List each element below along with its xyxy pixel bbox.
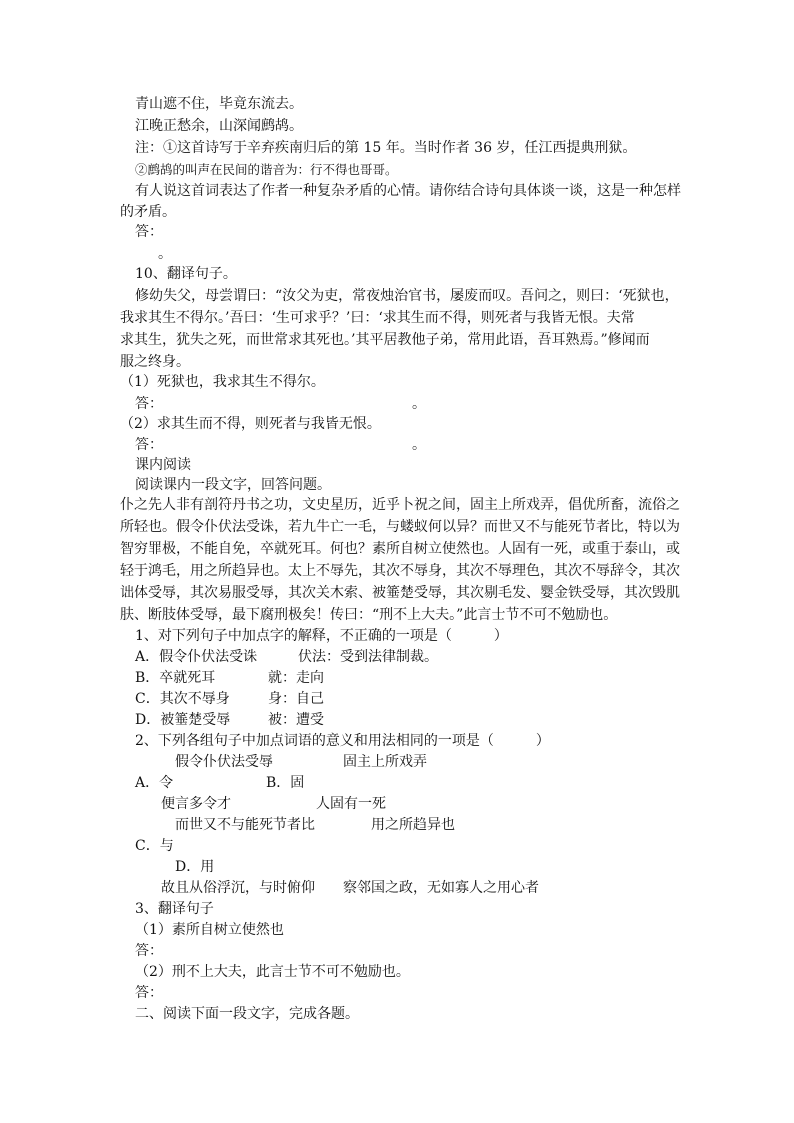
question-stem: 1、对下列句子中加点字的解释，不正确的一项是（ ） [135,628,508,644]
passage-line: 我求其生不得尔。’吾曰：‘生可求乎？’曰：‘求其生而不得，则死者与我皆无恨。夫常 [120,310,635,326]
option-label: B．卒就死耳 [135,670,216,686]
section-heading: 二、阅读下面一段文字，完成各题。 [135,1006,359,1022]
note-line: ②鹧鸪的叫声在民间的谐音为：行不得也哥哥。 [135,162,398,177]
answer-label: 答： [135,437,163,453]
option-label: D．被箠楚受辱 [135,712,231,728]
question-prompt: 有人说这首词表达了作者一种复杂矛盾的心情。请你结合诗句具体谈一谈，这是一种怎样 [135,183,681,199]
example-sentence: 而世又不与能死节者比 [175,817,315,833]
example-sentence: 故且从俗浮沉，与时俯仰 [161,880,315,896]
answer-label: 答： [135,943,163,959]
passage-line: 求其生，犹失之死，而世常求其死也。’其平居教他子弟，常用此语，吾耳熟焉。”修闻而 [120,332,650,348]
passage-line: 修幼失父，母尝谓曰：“汝父为吏，常夜烛治官书，屡废而叹。吾问之，则曰：‘死狱也， [135,288,679,304]
question-title: 10、翻译句子。 [135,266,237,282]
example-sentence: 用之所趋异也 [371,817,455,833]
passage-line: 服之终身。 [120,354,190,370]
answer-label: 答： [135,224,163,240]
example-sentence: 察邻国之政，无如寡人之用心者 [343,880,539,896]
example-sentence: 便言多令才 [161,796,231,812]
option-label: B．固 [266,775,305,791]
question-stem: 2、下列各组句子中加点词语的意义和用法相同的一项是（ ） [135,733,550,749]
question-prompt: 的矛盾。 [120,204,176,220]
option-label: A．假令仆伏法受诛 [135,649,258,665]
answer-end: 。 [412,437,426,453]
option-explain: 被：遭受 [268,712,324,728]
sentence: （1）素所自树立使然也 [135,922,284,938]
section-heading: 课内阅读 [135,457,191,473]
option-label: C．其次不辱身 [135,691,230,707]
passage-line: 仆之先人非有剖符丹书之功，文史星历，近乎卜祝之间，固主上所戏弄，倡优所畜，流俗之 [120,497,680,513]
sentence: （2）刑不上大夫，此言士节不可不勉励也。 [135,964,410,980]
option-label: A．令 [135,775,174,791]
option-explain: 身：自己 [268,691,324,707]
option-explain: 伏法：受到法律制裁。 [298,649,438,665]
option-label: C．与 [135,838,174,854]
poem-line: 青山遮不住，毕竟东流去。 [135,96,303,112]
passage-line: 肤、断肢体受辱，最下腐刑极矣！传曰：“刑不上大夫。”此言士节不可不勉励也。 [120,607,618,623]
answer-label: 答： [135,396,163,412]
option-label: D．用 [175,859,215,875]
answer-end: 。 [412,396,426,412]
option-explain: 就：走向 [268,670,324,686]
passage-line: 诎体受辱，其次易服受辱，其次关木索、被箠楚受辱，其次剔毛发、婴金铁受辱，其次毁肌 [120,585,680,601]
passage-line: 轻于鸿毛，用之所趋异也。太上不辱先，其次不辱身，其次不辱理色，其次不辱辞令，其次 [120,563,680,579]
question-title: 3、翻译句子 [135,901,214,917]
passage-line: 所轻也。假令仆伏法受诛，若九牛亡一毛，与蝼蚁何以异？而世又不与能死节者比，特以为 [120,519,680,535]
answer-label: 答： [135,985,163,1001]
sentence: （2）求其生而不得，则死者与我皆无恨。 [120,416,381,432]
example-sentence: 人固有一死 [316,796,386,812]
poem-line: 江晚正愁余，山深闻鹧鸪。 [135,118,303,134]
answer-end: 。 [158,246,172,262]
note-line: 注：①这首诗写于辛弃疾南归后的第 15 年。当时作者 36 岁，任江西提典刑狱。 [135,140,637,156]
example-sentence: 假令仆伏法受辱 [175,754,273,770]
passage-line: 智穷罪极，不能自免，卒就死耳。何也？素所自树立使然也。人固有一死，或重于泰山，或 [120,541,680,557]
example-sentence: 固主上所戏弄 [343,754,427,770]
sentence: （1）死狱也，我求其生不得尔。 [120,374,325,390]
instruction: 阅读课内一段文字，回答问题。 [135,477,331,493]
